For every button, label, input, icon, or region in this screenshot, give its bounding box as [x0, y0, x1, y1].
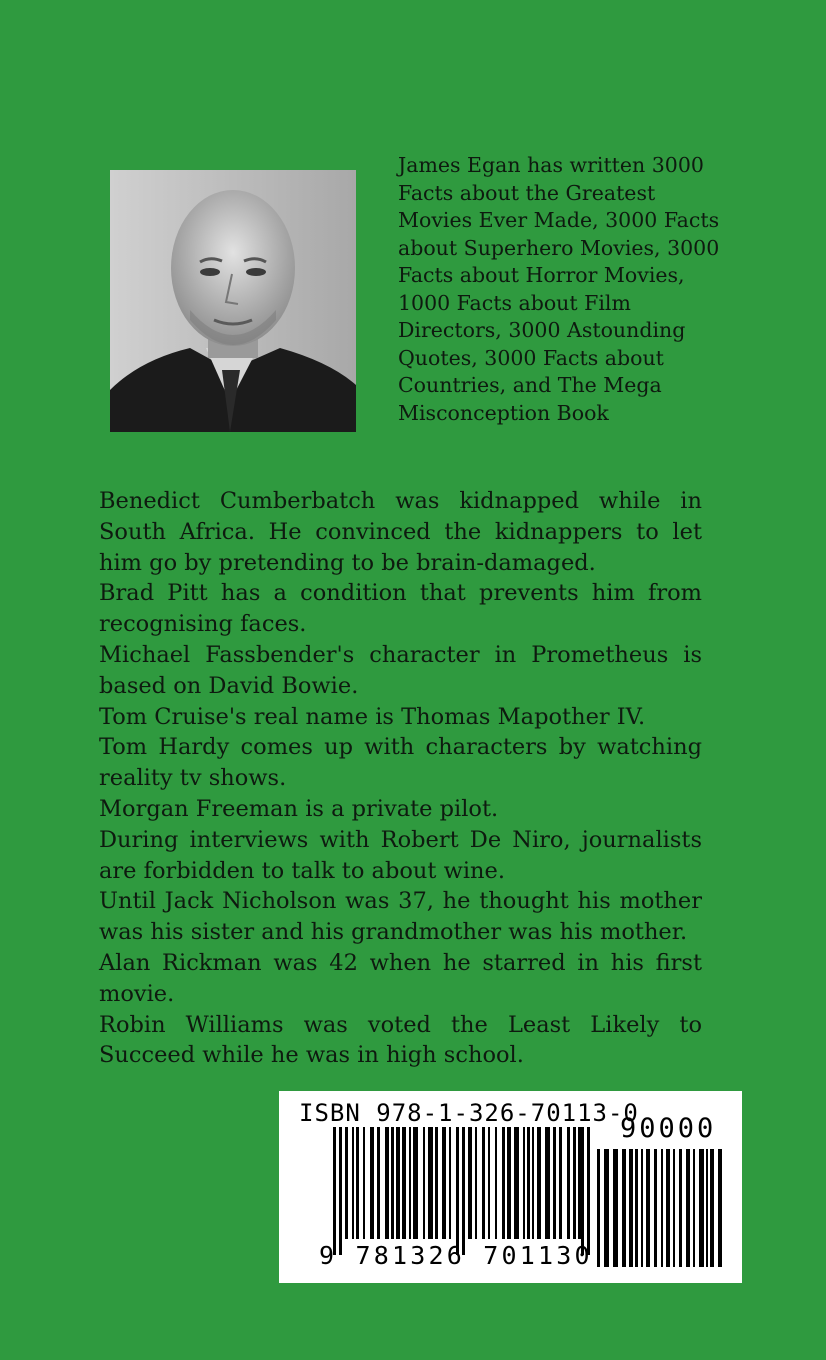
- barcode-bar: [456, 1127, 459, 1255]
- barcode-bar: [352, 1127, 354, 1239]
- barcode-bar: [635, 1149, 638, 1267]
- fact-item: During interviews with Robert De Niro, journalists are forbidden to talk to about wine.: [99, 826, 702, 884]
- fact-item: Alan Rickman was 42 when he starred in his first movie.: [99, 949, 702, 1007]
- barcode-bar: [413, 1127, 418, 1239]
- barcode-bar: [391, 1127, 394, 1239]
- barcode-bar: [363, 1127, 365, 1239]
- barcode-bar: [679, 1149, 682, 1267]
- barcode-bar: [449, 1127, 451, 1239]
- barcode-bar: [629, 1149, 633, 1267]
- barcode-bar: [396, 1127, 400, 1239]
- barcode-bar: [559, 1127, 562, 1239]
- barcode-bar: [370, 1127, 374, 1239]
- barcode-bar: [573, 1127, 576, 1239]
- barcode-bar: [527, 1127, 530, 1239]
- author-photo: [110, 170, 356, 432]
- author-bio: James Egan has written 3000 Facts about the Greatest Movies Ever Made, 3000 Facts about Superhero Movies, 3000 Facts about Horror Movies, 1000 Facts about Film Directors, 3000 Astounding Quotes, 3000 Facts about Countries, and The Mega Misconception Book: [398, 153, 720, 425]
- fact-item: Tom Cruise's real name is Thomas Mapother IV.: [99, 703, 646, 730]
- barcode-bar: [502, 1127, 505, 1239]
- barcode-bar: [488, 1127, 490, 1239]
- barcode-bar: [553, 1127, 556, 1239]
- fact-item: Tom Hardy comes up with characters by watching reality tv shows.: [99, 734, 702, 792]
- barcode-addon-digits: 90000: [620, 1113, 717, 1144]
- barcode-bar: [402, 1127, 406, 1239]
- barcode-bar: [475, 1127, 477, 1239]
- fact-item: Benedict Cumberbatch was kidnapped while in South Africa. He convinced the kidnappers to let him go by pretending to be brain-damaged.: [99, 488, 702, 576]
- barcode-bar: [622, 1149, 626, 1267]
- barcode-bar: [654, 1149, 657, 1267]
- barcode-ean-digits: 9 781326 701130: [319, 1241, 593, 1270]
- barcode-bar: [537, 1127, 541, 1239]
- barcode-bar: [339, 1127, 342, 1255]
- barcode-bar: [428, 1127, 433, 1239]
- barcode-bar: [641, 1149, 643, 1267]
- barcode-bar: [587, 1127, 590, 1255]
- fact-item: Robin Williams was voted the Least Likely to Succeed while he was in high school.: [99, 1011, 702, 1069]
- barcode-bar: [673, 1149, 675, 1267]
- barcode-bar: [435, 1127, 438, 1239]
- barcode-bar: [532, 1127, 534, 1239]
- barcode-bar: [377, 1127, 380, 1239]
- barcode-bar: [482, 1127, 485, 1239]
- barcode-bar: [462, 1127, 465, 1255]
- barcode-bar: [442, 1127, 446, 1239]
- barcode-bar: [706, 1149, 708, 1267]
- author-portrait-image: [110, 170, 356, 432]
- barcode-bar: [661, 1149, 663, 1267]
- barcode-bar: [523, 1127, 525, 1239]
- barcode-bar: [718, 1149, 722, 1267]
- barcode-bar: [409, 1127, 411, 1239]
- barcode-bar: [710, 1149, 714, 1267]
- barcode-bar: [581, 1127, 584, 1255]
- barcode-bar: [385, 1127, 389, 1239]
- barcode-bar: [597, 1149, 600, 1267]
- fact-item: Michael Fassbender's character in Prometheus is based on David Bowie.: [99, 641, 702, 699]
- fact-item: Morgan Freeman is a private pilot.: [99, 795, 499, 822]
- barcode-bar: [545, 1127, 550, 1239]
- barcode-bar: [613, 1149, 618, 1267]
- barcode-bar: [646, 1149, 650, 1267]
- barcode-bar: [507, 1127, 511, 1239]
- barcode-bar: [686, 1149, 690, 1267]
- barcode-bar: [693, 1149, 695, 1267]
- facts-list: [99, 486, 702, 1071]
- barcode-bar: [468, 1127, 472, 1239]
- barcode-bar: [356, 1127, 359, 1239]
- barcode-bar: [567, 1127, 570, 1239]
- barcode-bar: [423, 1127, 425, 1239]
- barcode-bar: [666, 1149, 670, 1267]
- isbn-label: ISBN 978-1-326-70113-0: [299, 1099, 639, 1127]
- fact-item: Until Jack Nicholson was 37, he thought his mother was his sister and his grandmother was his mother.: [99, 888, 702, 946]
- barcode-bar: [699, 1149, 704, 1267]
- barcode-bar: [345, 1127, 348, 1239]
- barcode-bar: [604, 1149, 609, 1267]
- isbn-barcode: [279, 1091, 742, 1283]
- barcode-bar: [495, 1127, 497, 1239]
- fact-item: Brad Pitt has a condition that prevents him from recognising faces.: [99, 580, 702, 638]
- barcode-bar: [333, 1127, 336, 1255]
- barcode-bar: [514, 1127, 519, 1239]
